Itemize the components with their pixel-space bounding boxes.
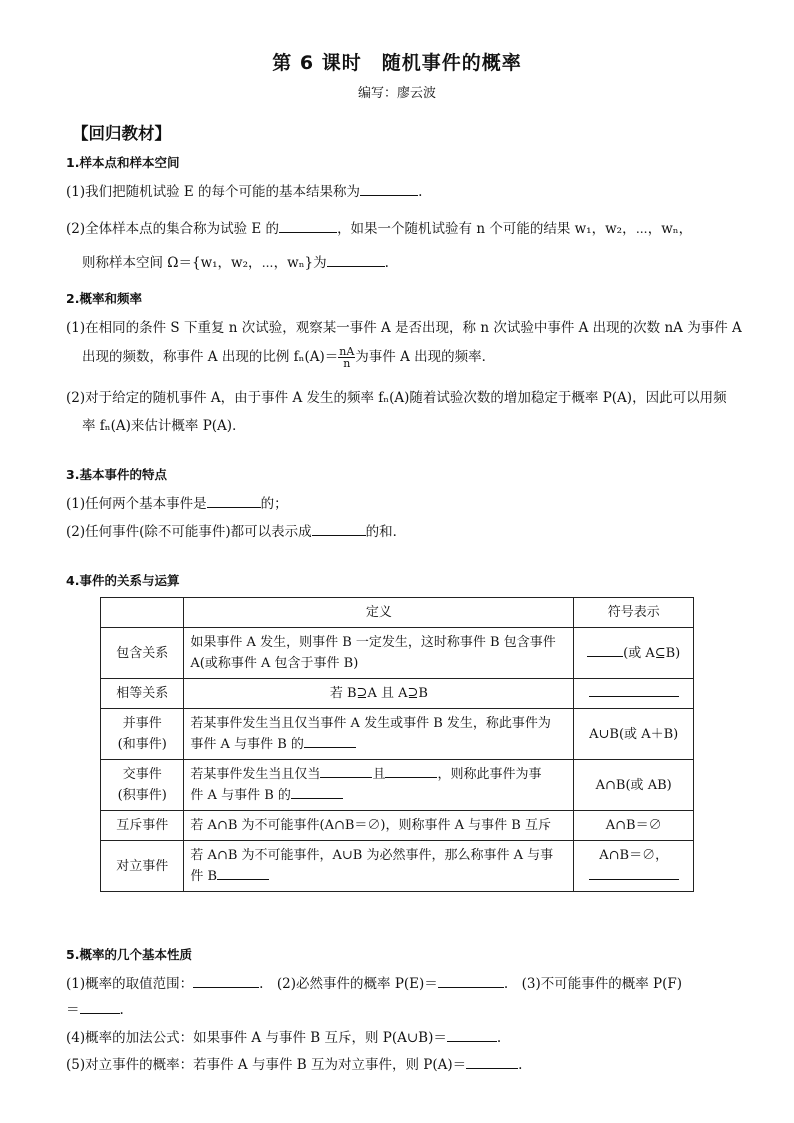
row-name: [101, 760, 184, 811]
s5-line-3b: .: [496, 1030, 502, 1046]
fill-blank[interactable]: [385, 765, 437, 778]
row-symbol: A∪B(或 A＋B): [574, 709, 694, 760]
row-definition-line: [190, 866, 567, 887]
row-definition-text: 若某事件发生当且仅当: [190, 767, 321, 782]
table-row: [101, 709, 694, 760]
section-5-heading: 5.概率的几个基本性质: [66, 947, 192, 962]
row-symbol: A∩B＝∅: [574, 811, 694, 841]
row-name-line: (积事件): [117, 788, 167, 803]
s5-line-1c: . (3)不可能事件的概率 P(F): [503, 976, 683, 992]
section-1-heading: 1.样本点和样本空间: [66, 155, 180, 170]
row-definition-line: 若 A∩B 为不可能事件，A∪B 为必然事件，那么称事件 A 与事: [190, 848, 554, 863]
fill-blank[interactable]: [327, 254, 385, 267]
row-definition: [184, 760, 574, 811]
s1-line-1-end: .: [418, 184, 423, 200]
s1-line-2a: (2)全体样本点的集合称为试验 E 的: [66, 221, 280, 237]
s5-line-2: [66, 998, 124, 1018]
fill-blank[interactable]: [438, 975, 504, 988]
s5-line-1a: (1)概率的取值范围：: [66, 976, 194, 992]
row-name: 互斥事件: [101, 811, 184, 841]
fill-blank[interactable]: [587, 644, 623, 657]
row-name: 相等关系: [101, 679, 184, 709]
s1-line-2: [66, 217, 692, 237]
fill-blank[interactable]: [589, 867, 679, 880]
fill-blank[interactable]: [217, 867, 269, 880]
fill-blank[interactable]: [304, 735, 356, 748]
row-symbol-line: [580, 866, 687, 887]
s5-line-1: [66, 972, 682, 992]
s3-line-1b: 的；: [260, 496, 288, 512]
s3-line-1a: (1)任何两个基本事件是: [66, 496, 207, 512]
s5-line-3a: (4)概率的加法公式：如果事件 A 与事件 B 互斥，则 P(A∪B)＝: [66, 1030, 447, 1046]
section-4-heading: 4.事件的关系与运算: [66, 573, 180, 588]
row-name-line: 交事件: [122, 767, 162, 782]
s1-line-1-text: (1)我们把随机试验 E 的每个可能的基本结果称为: [66, 184, 361, 200]
table-row: [101, 841, 694, 892]
s3-line-1: [66, 492, 288, 512]
row-definition-text: ，则称此事件为事: [437, 767, 542, 782]
row-definition: 若 A∩B 为不可能事件(A∩B＝∅)，则称事件 A 与事件 B 互斥: [184, 811, 574, 841]
section-3-heading: 3.基本事件的特点: [66, 467, 167, 482]
row-name-line: (和事件): [117, 737, 167, 752]
fill-blank[interactable]: [279, 220, 337, 233]
s2-line-4: 率 fₙ(A)来估计概率 P(A)．: [82, 418, 246, 434]
section-heading-main: 【回归教材】: [72, 124, 171, 143]
row-definition-line: [190, 734, 567, 755]
event-relations-table: [100, 597, 694, 892]
table-row: [101, 628, 694, 679]
s5-line-4a: (5)对立事件的概率：若事件 A 与事件 B 互为对立事件，则 P(A)＝: [66, 1057, 467, 1073]
row-definition-text: 事件 A 与事件 B 的: [190, 737, 304, 752]
row-symbol-text: A∩B＝∅，: [599, 848, 669, 863]
fill-blank[interactable]: [312, 523, 366, 536]
row-symbol: [574, 841, 694, 892]
fill-blank[interactable]: [447, 1029, 497, 1042]
author-line: 编写：廖云波: [357, 86, 436, 101]
s2-line-2a: 出现的频数，称事件 A 出现的比例 fₙ(A)＝: [82, 349, 339, 365]
s3-line-2b: 的和．: [365, 524, 407, 540]
header-cell-symbol: 符号表示: [574, 598, 694, 628]
s5-line-2a: ＝: [66, 1002, 80, 1018]
fill-blank[interactable]: [466, 1056, 518, 1069]
s1-line-3-end: .: [384, 255, 389, 271]
table-row: [101, 679, 694, 709]
row-definition-text: 件 A 与事件 B 的: [190, 788, 291, 803]
row-symbol: [574, 628, 694, 679]
s5-line-1b: . (2)必然事件的概率 P(E)＝: [259, 976, 438, 992]
fill-blank[interactable]: [360, 183, 418, 196]
fill-blank[interactable]: [589, 684, 679, 697]
table-header-row: [101, 598, 694, 628]
fraction-denominator: n: [343, 357, 351, 370]
row-name: 对立事件: [101, 841, 184, 892]
row-definition-text: 且: [372, 767, 386, 782]
s5-line-4b: .: [518, 1057, 523, 1073]
s2-line-1: (1)在相同的条件 S 下重复 n 次试验，观察某一事件 A 是否出现，称 n 次试验中事件 A 出现的次数 nA 为事件 A: [66, 320, 742, 336]
s5-line-3: [66, 1026, 501, 1046]
row-definition-text: 件 B: [190, 869, 218, 884]
table-row: [101, 811, 694, 841]
section-2-heading: 2.概率和频率: [66, 291, 142, 306]
fill-blank[interactable]: [207, 495, 261, 508]
s2-line-2b: 为事件 A 出现的频率．: [355, 349, 496, 365]
s1-line-2b: ，如果一个随机试验有 n 个可能的结果 w₁，w₂，⋯，wₙ，: [337, 221, 693, 237]
s2-line-3: (2)对于给定的随机事件 A，由于事件 A 发生的频率 fₙ(A)随着试验次数的增加稳定于概率 P(A)，因此可以用频: [66, 390, 727, 406]
row-definition: [184, 841, 574, 892]
s3-line-2a: (2)任何事件(除不可能事件)都可以表示成: [66, 524, 312, 540]
row-definition-line: [190, 785, 567, 806]
table-row: [101, 760, 694, 811]
fill-blank[interactable]: [291, 786, 343, 799]
row-symbol: [574, 679, 694, 709]
s5-line-4: [66, 1053, 522, 1073]
fill-blank[interactable]: [320, 765, 372, 778]
frequency-fraction: [338, 346, 355, 369]
row-name: 包含关系: [101, 628, 184, 679]
s1-line-3: [82, 251, 389, 271]
header-cell-definition: 定义: [184, 598, 574, 628]
fraction-numerator: nA: [339, 345, 355, 358]
s2-line-2: [82, 345, 495, 369]
row-definition-line: A(或称事件 A 包含于事件 B): [190, 656, 359, 671]
row-definition-line: 如果事件 A 发生，则事件 B 一定发生，这时称事件 B 包含事件: [190, 635, 556, 650]
row-symbol: A∩B(或 AB): [574, 760, 694, 811]
row-definition: [184, 628, 574, 679]
page-title: 第 6 课时 随机事件的概率: [272, 52, 522, 74]
s1-line-1: [66, 180, 422, 200]
header-cell-empty: [101, 598, 184, 628]
s3-line-2: [66, 520, 406, 540]
row-definition-line: 若某事件发生当且仅当事件 A 发生或事件 B 发生，称此事件为: [190, 716, 551, 731]
row-definition-line: [190, 764, 567, 785]
fill-blank[interactable]: [193, 975, 259, 988]
row-name-line: 并事件: [122, 716, 162, 731]
row-symbol-text: (或 A⊆B): [623, 645, 681, 661]
row-name: [101, 709, 184, 760]
fill-blank[interactable]: [80, 1001, 120, 1014]
s5-line-2b: .: [119, 1002, 124, 1018]
s1-line-3a: 则称样本空间 Ω＝{w₁，w₂，⋯，wₙ}为: [82, 255, 327, 271]
row-definition: [184, 709, 574, 760]
row-definition: 若 B⊇A 且 A⊇B: [184, 679, 574, 709]
